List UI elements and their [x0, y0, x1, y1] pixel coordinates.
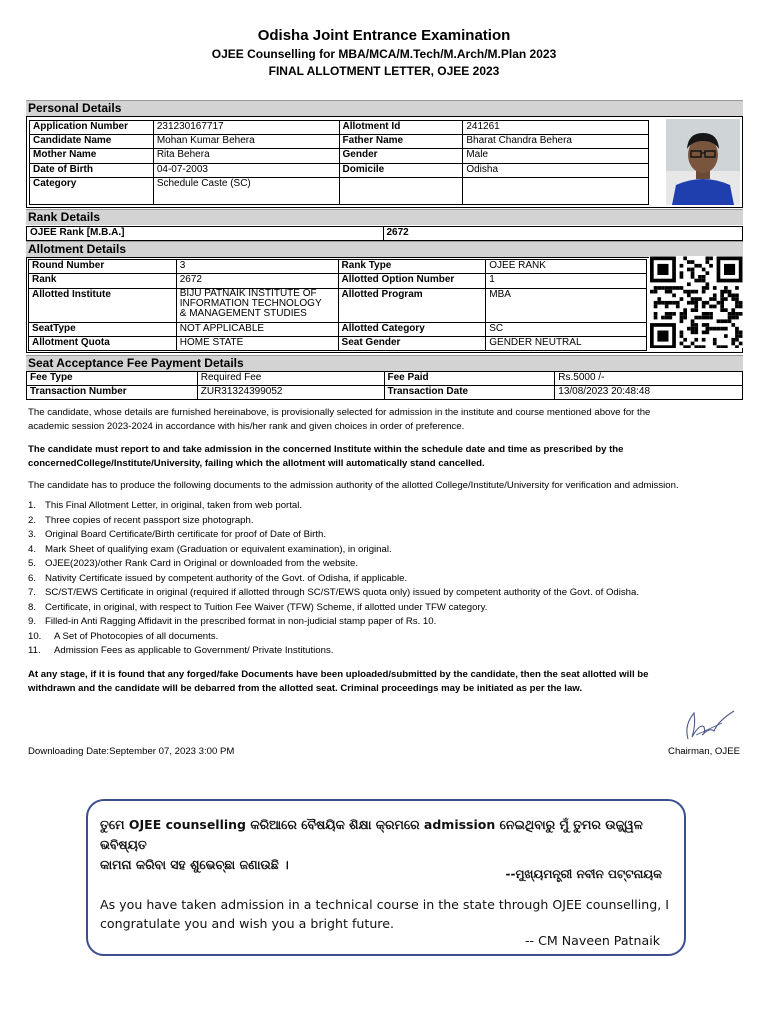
english-message: [100, 895, 680, 933]
value-father-name: Bharat Chandra Behera: [463, 135, 649, 149]
label-mother-name: Mother Name: [30, 149, 154, 164]
label-allotted-option: Allotted Option Number: [338, 274, 486, 289]
value-mother-name: Rita Behera: [153, 149, 339, 164]
institute-line-1: BIJU PATNAIK INSTITUTE OF: [179, 288, 317, 299]
english-line-1: As you have taken admission in a technical course in the state through OJEE counselling, I: [100, 897, 669, 912]
section-fee-details: Seat Acceptance Fee Payment Details: [26, 355, 743, 371]
allotment-details-table: [28, 259, 647, 351]
institute-line-3: & MANAGEMENT STUDIES: [179, 308, 307, 319]
document-number: 11.: [28, 645, 41, 656]
value-category: Schedule Caste (SC): [153, 178, 339, 205]
label-seat-gender: Seat Gender: [338, 337, 486, 351]
label-ojee-rank: OJEE Rank [M.B.A.]: [27, 227, 384, 241]
label-transaction-date: Transaction Date: [384, 386, 555, 400]
selection-line-1: The candidate, whose details are furnished hereinabove, is provisionally selected for admission in the institute and course mentioned above for the: [28, 407, 651, 418]
section-allotment-details: Allotment Details: [26, 241, 743, 257]
document-number: 6.: [28, 572, 37, 584]
warning-line-2: withdrawn and the candidate will be debarred from the allotted seat. Criminal proceedings may be initiated as per the law.: [28, 683, 583, 694]
label-father-name: Father Name: [339, 135, 463, 149]
value-allotted-program: MBA: [486, 289, 647, 323]
section-personal-details: Personal Details: [26, 100, 743, 116]
document-item: [28, 557, 740, 572]
document-text: OJEE(2023)/other Rank Card in Original or downloaded from the website.: [45, 558, 359, 569]
forgery-warning: [28, 668, 740, 696]
reporting-line-2: concernedCollege/Institute/University, failing which the allotment will automatically stand cancelled.: [28, 458, 485, 469]
institute-line-2: INFORMATION TECHNOLOGY: [179, 298, 322, 309]
odia-line-1: ତୁମେ OJEE counselling କରିଆରେ ବୈଷୟିକ ଶିକ୍ଷା କ୍ରମରେ admission ନେଇଥିବାରୁ ମୁଁ ତୁମର ଉଜ୍ଜ୍ୱଳ ଭବିଷ୍ୟତ: [100, 817, 643, 852]
english-line-2: congratulate you and wish you a bright future.: [100, 916, 394, 931]
document-item: [28, 601, 740, 616]
document-item: [28, 630, 740, 645]
empty-cell: [339, 178, 463, 205]
document-item: [28, 499, 740, 514]
document-text: Original Board Certificate/Birth certificate for proof of Date of Birth.: [45, 529, 327, 540]
qr-code: [649, 256, 745, 348]
document-number: 2.: [28, 514, 37, 526]
value-seat-type: NOT APPLICABLE: [176, 323, 338, 337]
chairman-title: Chairman, OJEE: [668, 746, 740, 757]
label-category: Category: [30, 178, 154, 205]
document-text: Admission Fees as applicable to Government/ Private Institutions.: [54, 645, 334, 656]
value-transaction-date: 13/08/2023 20:48:48: [555, 386, 743, 400]
letter-title: FINAL ALLOTMENT LETTER, OJEE 2023: [268, 64, 500, 78]
value-allotted-option: 1: [486, 274, 647, 289]
value-allotment-quota: HOME STATE: [176, 337, 338, 351]
document-number: 10.: [28, 630, 42, 642]
document-number: 3.: [28, 529, 37, 540]
document-number: 4.: [28, 543, 37, 555]
document-item: [28, 586, 740, 601]
value-allotted-category: SC: [486, 323, 647, 337]
label-seat-type: SeatType: [29, 323, 177, 337]
value-seat-gender: GENDER NEUTRAL: [486, 337, 647, 351]
rank-details-table: [26, 226, 743, 241]
value-rank-type: OJEE RANK: [486, 260, 647, 274]
document-item: [28, 543, 740, 558]
label-transaction-number: Transaction Number: [27, 386, 198, 400]
value-date-of-birth: 04-07-2003: [153, 164, 339, 178]
odia-message: [100, 815, 680, 875]
documents-intro: The candidate has to produce the following documents to the admission authority of the allotted College/Institute/University for verification and admission.: [28, 480, 679, 491]
empty-cell: [463, 178, 649, 205]
document-text: Mark Sheet of qualifying exam (Graduation or equivalent examination), in original.: [45, 543, 392, 555]
document-item: [28, 572, 740, 587]
qr-code-graphic: [649, 256, 745, 348]
odia-signature: --ମୁଖ୍ୟମନ୍ତ୍ରୀ ନବୀନ ପଟ୍ଟନାୟକ: [505, 867, 662, 881]
label-fee-paid: Fee Paid: [384, 372, 555, 386]
document-text: Filled-in Anti Ragging Affidavit in the prescribed format in non-judicial stamp paper of Rs. 10.: [45, 616, 437, 627]
english-signature: -- CM Naveen Patnaik: [524, 933, 660, 948]
exam-title: Odisha Joint Entrance Examination: [257, 27, 511, 44]
document-number: 7.: [28, 587, 37, 598]
reporting-notice: [28, 443, 740, 471]
label-allotted-institute: Allotted Institute: [29, 289, 177, 323]
document-item: [28, 528, 740, 543]
label-allotment-id: Allotment Id: [339, 121, 463, 135]
document-item: [28, 615, 740, 630]
document-number: 9.: [28, 616, 37, 627]
label-rank-type: Rank Type: [338, 260, 486, 274]
value-gender: Male: [463, 149, 649, 164]
documents-list: [28, 499, 740, 659]
value-transaction-number: ZUR31324399052: [197, 386, 384, 400]
label-candidate-name: Candidate Name: [30, 135, 154, 149]
label-date-of-birth: Date of Birth: [30, 164, 154, 178]
value-allotment-id: 241261: [463, 121, 649, 135]
personal-details-table: [29, 120, 649, 205]
label-allotted-program: Allotted Program: [338, 289, 486, 323]
odia-line-2: କାମନା କରିବା ସହ ଶୁଭେଚ୍ଛା ଜଣାଉଛି ।: [100, 857, 289, 872]
photo-illustration: [666, 119, 740, 205]
value-candidate-name: Mohan Kumar Behera: [153, 135, 339, 149]
label-rank: Rank: [29, 274, 177, 289]
document-text: Nativity Certificate issued by competent authority of the Govt. of Odisha, if applicable.: [45, 572, 408, 584]
warning-line-1: At any stage, if it is found that any forged/fake Documents have been uploaded/submitted by the candidate, then the seat allotted will be: [28, 669, 649, 680]
document-number: 1.: [28, 500, 37, 511]
label-domicile: Domicile: [339, 164, 463, 178]
label-allotted-category: Allotted Category: [338, 323, 486, 337]
value-application-number: 231230167717: [153, 121, 339, 135]
fee-details-table: [26, 371, 743, 400]
document-text: Three copies of recent passport size photograph.: [45, 514, 254, 526]
document-number: 5.: [28, 558, 37, 569]
value-fee-paid: Rs.5000 /-: [555, 372, 743, 386]
value-fee-type: Required Fee: [197, 372, 384, 386]
document-item: [28, 514, 740, 529]
document-text: Certificate, in original, with respect to Tuition Fee Waiver (TFW) Scheme, if allotted under TFW category.: [45, 601, 488, 613]
value-round-number: 3: [176, 260, 338, 274]
label-allotment-quota: Allotment Quota: [29, 337, 177, 351]
candidate-photo: [666, 119, 740, 205]
downloading-date: Downloading Date:September 07, 2023 3:00 PM: [28, 746, 235, 757]
value-domicile: Odisha: [463, 164, 649, 178]
section-rank-details: Rank Details: [26, 209, 743, 225]
value-ojee-rank: 2672: [383, 227, 743, 241]
reporting-line-1: The candidate must report to and take admission in the concerned Institute within the schedule date and time as prescribed by the: [28, 444, 624, 455]
counselling-subtitle: OJEE Counselling for MBA/MCA/M.Tech/M.Arch/M.Plan 2023: [211, 47, 557, 61]
document-number: 8.: [28, 601, 37, 613]
label-fee-type: Fee Type: [27, 372, 198, 386]
document-item: [28, 644, 740, 659]
label-gender: Gender: [339, 149, 463, 164]
letter-header: [0, 26, 768, 80]
document-text: This Final Allotment Letter, in original, taken from web portal.: [45, 500, 303, 511]
document-text: SC/ST/EWS Certificate in original (required if allotted through SC/ST/EWS quota only) issued by competent authority of the Govt. of Odisha.: [45, 587, 640, 598]
selection-paragraph: [28, 406, 740, 434]
chairman-signature: [674, 705, 738, 745]
cm-message-box: [86, 799, 686, 956]
value-rank: 2672: [176, 274, 338, 289]
selection-line-2: academic session 2023-2024 in accordance with his/her rank and given choices in order of preference.: [28, 421, 465, 432]
value-allotted-institute: [176, 289, 338, 323]
document-text: A Set of Photocopies of all documents.: [54, 630, 219, 642]
label-round-number: Round Number: [29, 260, 177, 274]
label-application-number: Application Number: [30, 121, 154, 135]
